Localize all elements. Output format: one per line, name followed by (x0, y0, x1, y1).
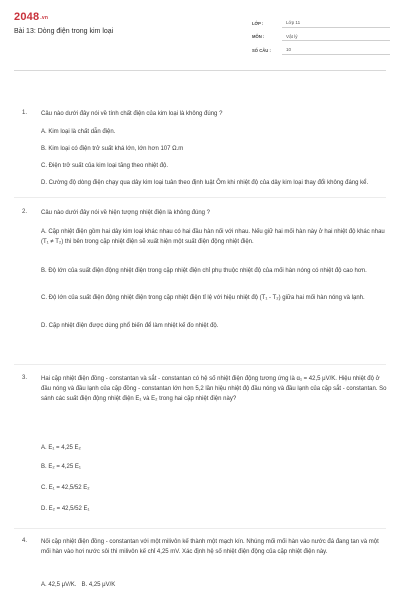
logo-text: 2048 (14, 11, 40, 23)
page-header (0, 0, 400, 64)
options-row (41, 581, 385, 591)
option-a[interactable]: A. Kim loại là chất dẫn điện. (41, 129, 116, 135)
question-number: 4. (22, 538, 28, 544)
option-c[interactable]: C. Độ lớn của suất điện động nhiệt điện trong cặp nhiệt điện tỉ lệ với hiệu nhiệt độ (T₁ - T₂) giữa hai mối hàn nóng và lạnh. (41, 295, 365, 301)
option-b[interactable]: B. E₂ = 4,25 E₁ (41, 464, 81, 470)
meta-value: 10 (282, 47, 390, 55)
question-text: Câu nào dưới đây nói về hiện tượng nhiệt điện là không đúng ? (41, 210, 211, 216)
option-b[interactable]: B. Kim loại có điện trở suất khá lớn, lớn hơn 107 Ω.m (41, 146, 184, 152)
question-separator (14, 197, 386, 198)
question-number: 1. (22, 110, 28, 116)
question-separator (14, 364, 386, 365)
question-number: 3. (22, 375, 28, 381)
question-text: Hai cặp nhiệt điện đồng - constantan và sắt - constantan có hệ số nhiệt điện động tương ứng là α₁ = 42,5 μV/K. Hiệu nhiệt độ ở đầu nóng và đầu lạnh của cặp đồng - constantan lớn hơn 5,2 lần hiệu nhiệt độ đầu nóng và đầu lạnh của cặp sắt - constantan. So sánh các suất điện động nhiệt điện E₁ và E₂ trong hai cặp nhiệt điện này? (41, 376, 387, 402)
lesson-title: Bài 13: Dòng điện trong kim loại (14, 28, 114, 35)
meta-label: LỚP : (252, 20, 264, 26)
meta-label: MÔN : (252, 34, 265, 39)
option-d[interactable]: D. Cặp nhiệt điện được dùng phổ biến để làm nhiệt kế đo nhiệt độ. (41, 323, 219, 329)
option-d[interactable]: D. E₂ = 42,5/52 E₁ (41, 506, 90, 512)
meta-row-subject (252, 28, 390, 42)
option-c[interactable]: C. Điện trở suất của kim loại tăng theo nhiệt độ. (41, 163, 169, 169)
logo-tld: .vn (40, 15, 49, 21)
header-divider (14, 70, 386, 71)
question-text: Câu nào dưới đây nói về tính chất điện của kim loại là không đúng ? (41, 111, 223, 117)
meta-value: Vật lý (282, 34, 390, 42)
question-separator (14, 528, 386, 529)
option-a[interactable]: A. 42,5 μV/K. (41, 582, 77, 588)
site-logo[interactable] (14, 11, 48, 23)
meta-value: Lớp 11 (282, 20, 390, 28)
question-number: 2. (22, 209, 28, 215)
meta-row-count (252, 41, 390, 55)
meta-label: SỐ CÂU : (252, 47, 271, 53)
option-c[interactable]: C. E₁ = 42,5/52 E₂ (41, 485, 90, 491)
option-a[interactable]: A. Cặp nhiệt điện gồm hai dây kim loại khác nhau có hai đầu hàn nối với nhau. Nếu giữ hai mối hàn này ở hai nhiệt độ khác nhau (T₁ ≠ T₂) thì bên trong cặp nhiệt điện sẽ xuất hiện một suất điện động nhiệt điện. (41, 229, 385, 245)
question-text: Nối cặp nhiệt điện đồng - constantan với một milivôn kế thành một mạch kín. Nhúng mối mối hàn vào nước đá đang tan và một mối hàn vào hơi nước sôi thì milivôn kế chỉ 4,25 mV. Xác định hệ số nhiệt điện động của cặp nhiệt điện này. (41, 539, 379, 555)
option-d[interactable]: D. Cường độ dòng điện chạy qua dây kim loại tuân theo định luật Ôm khi nhiệt độ của dây kim loại thay đổi không đáng kể. (41, 180, 369, 186)
meta-row-class (252, 14, 390, 28)
option-b[interactable]: B. Độ lớn của suất điện động nhiệt điện trong cặp nhiệt điện chỉ phụ thuộc nhiệt độ của mối hàn nóng có nhiệt độ cao hơn. (41, 268, 367, 274)
option-a[interactable]: A. E₁ = 4,25 E₂ (41, 445, 81, 451)
meta-info (252, 14, 390, 55)
option-b[interactable]: B. 4,25 μV/K (81, 582, 116, 588)
